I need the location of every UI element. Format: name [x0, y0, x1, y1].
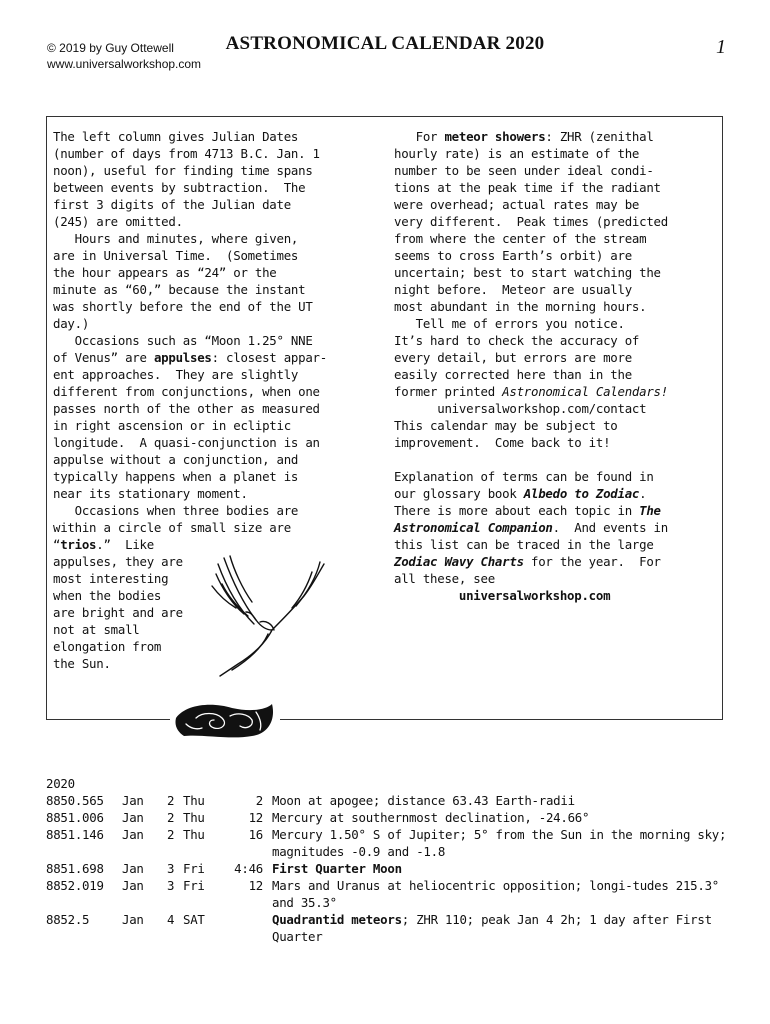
page-number: 1 — [716, 36, 726, 58]
website-text: www.universalworkshop.com — [47, 57, 202, 71]
copyright-text: © 2019 by Guy Ottewell — [47, 41, 174, 55]
term-meteor-showers: meteor showers — [444, 129, 546, 144]
event-time: 12 — [248, 878, 263, 893]
julian-date: 8852.019 — [46, 878, 104, 893]
julian-date: 8852.5 — [46, 912, 90, 927]
event-time: 16 — [248, 827, 263, 842]
event-day: 3 — [167, 878, 175, 893]
event-description — [272, 911, 742, 945]
event-month: Jan — [122, 878, 144, 893]
event-description — [272, 826, 742, 860]
event-weekday: Thu — [183, 827, 205, 842]
intro-text: universalworkshop.com/contact This calendar may be subject to improvement. Come back to it! Explanation of terms can be found in our glossary book — [394, 401, 654, 501]
event-text: Mercury 1.50° S of Jupiter; 5° from the Sun in the morning sky; magnitudes -0.9 and -1.8 — [272, 827, 727, 859]
title-zodiac-wavy-charts: Zodiac Wavy Charts — [394, 554, 524, 569]
event-row — [46, 826, 742, 860]
event-month: Jan — [122, 793, 144, 808]
event-weekday: Thu — [183, 810, 205, 825]
event-row — [46, 809, 742, 826]
event-time: 12 — [248, 810, 263, 825]
event-list — [46, 775, 742, 945]
event-time: 4:46 — [234, 861, 263, 876]
event-weekday: SAT — [183, 912, 205, 927]
event-month: Jan — [122, 810, 144, 825]
event-row — [46, 792, 742, 809]
event-day: 3 — [167, 861, 175, 876]
julian-date: 8850.565 — [46, 793, 104, 808]
intro-text: : closest appar- ent approaches. They are slightly different from conjunctions, when one passes north of the other as measured in right ascension or in ecliptic longitude. A quasi-conjunction is an appulse without a conjunction, and typically happens when a planet is near its stationary moment. Occasions when three bodies are within a circle of small size are “ — [53, 350, 327, 552]
title-astronomical-companion: Astronomical Companion — [394, 520, 553, 535]
julian-date: 8851.698 — [46, 861, 104, 876]
term-trios: trios — [60, 537, 97, 552]
event-month: Jan — [122, 912, 144, 927]
website-link[interactable]: universalworkshop.com — [458, 588, 611, 603]
intro-text: : ZHR (zenithal hourly rate) is an estimate of the number to be seen under ideal condi- tions at the peak time if the radiant were overhead; actual rates may be very different. Peak times (predicted from where the center of the stream seems to cross Earth’s orbit) are uncertain; best to start watching the night before. Meteor are usually most abundant in the morning hours. Tell me of errors you notice. It’s hard to check the accuracy of every detail, but errors are more easily corrected here than in the former printed — [394, 129, 668, 399]
intro-text: For — [394, 129, 445, 144]
event-month: Jan — [122, 827, 144, 842]
event-text: Mars and Uranus at heliocentric opposition; longi-tudes 215.3° and 35.3° — [272, 878, 720, 910]
event-highlight: Quadrantid meteors — [272, 912, 402, 927]
event-time: 2 — [255, 793, 263, 808]
title-the: The — [639, 503, 661, 518]
intro-text: . And events in this list can be traced in the large — [394, 520, 668, 552]
event-text: Mercury at southernmost declination, -24.66° — [272, 810, 590, 825]
intro-text: The left column gives Julian Dates (number of days from 4713 B.C. Jan. 1 noon), useful for finding time spans between events by subtraction. The first 3 digits of the Julian date (245) are omitted. Hours and minutes, where given, are in Universal Time. (Sometimes the hour appears as “24” or the minute as “60,” because the instant was shortly before the end of the UT day.) Occasions such as “Moon 1.25° NNE of Venus” are — [53, 129, 320, 365]
title-astronomical-calendars: Astronomical Calendars! — [502, 384, 668, 399]
event-row — [46, 911, 742, 945]
julian-date: 8851.146 — [46, 827, 104, 842]
intro-text: . There is more about each topic in — [394, 486, 647, 518]
event-day: 2 — [167, 793, 175, 808]
event-row — [46, 877, 742, 911]
event-day: 4 — [167, 912, 175, 927]
event-description — [272, 877, 742, 911]
event-description — [272, 792, 742, 809]
intro-text: .” Like appulses, they are most interesting when the bodies are bright and are not at small elongation from the Sun. — [53, 537, 183, 671]
event-description — [272, 860, 742, 877]
bird-illustration — [208, 550, 338, 680]
event-day: 2 — [167, 827, 175, 842]
event-day: 2 — [167, 810, 175, 825]
event-highlight: First Quarter Moon — [272, 861, 402, 876]
title-albedo-to-zodiac: Albedo to Zodiac — [523, 486, 640, 501]
list-year: 2020 — [46, 776, 75, 791]
page-title: ASTRONOMICAL CALENDAR 2020 — [225, 33, 545, 54]
event-weekday: Fri — [183, 861, 205, 876]
event-weekday: Thu — [183, 793, 205, 808]
julian-date: 8851.006 — [46, 810, 104, 825]
intro-text: for the year. For all these, see — [394, 554, 661, 586]
event-description — [272, 809, 742, 826]
event-text-rest: ; ZHR 110; peak Jan 4 2h; 1 day after First Quarter — [272, 912, 712, 944]
intro-right-column — [394, 128, 668, 604]
event-row — [46, 860, 742, 877]
event-text: Moon at apogee; distance 63.43 Earth-radii — [272, 793, 575, 808]
event-weekday: Fri — [183, 878, 205, 893]
event-month: Jan — [122, 861, 144, 876]
universal-workshop-logo — [172, 700, 277, 740]
term-appulses: appulses — [153, 350, 212, 365]
